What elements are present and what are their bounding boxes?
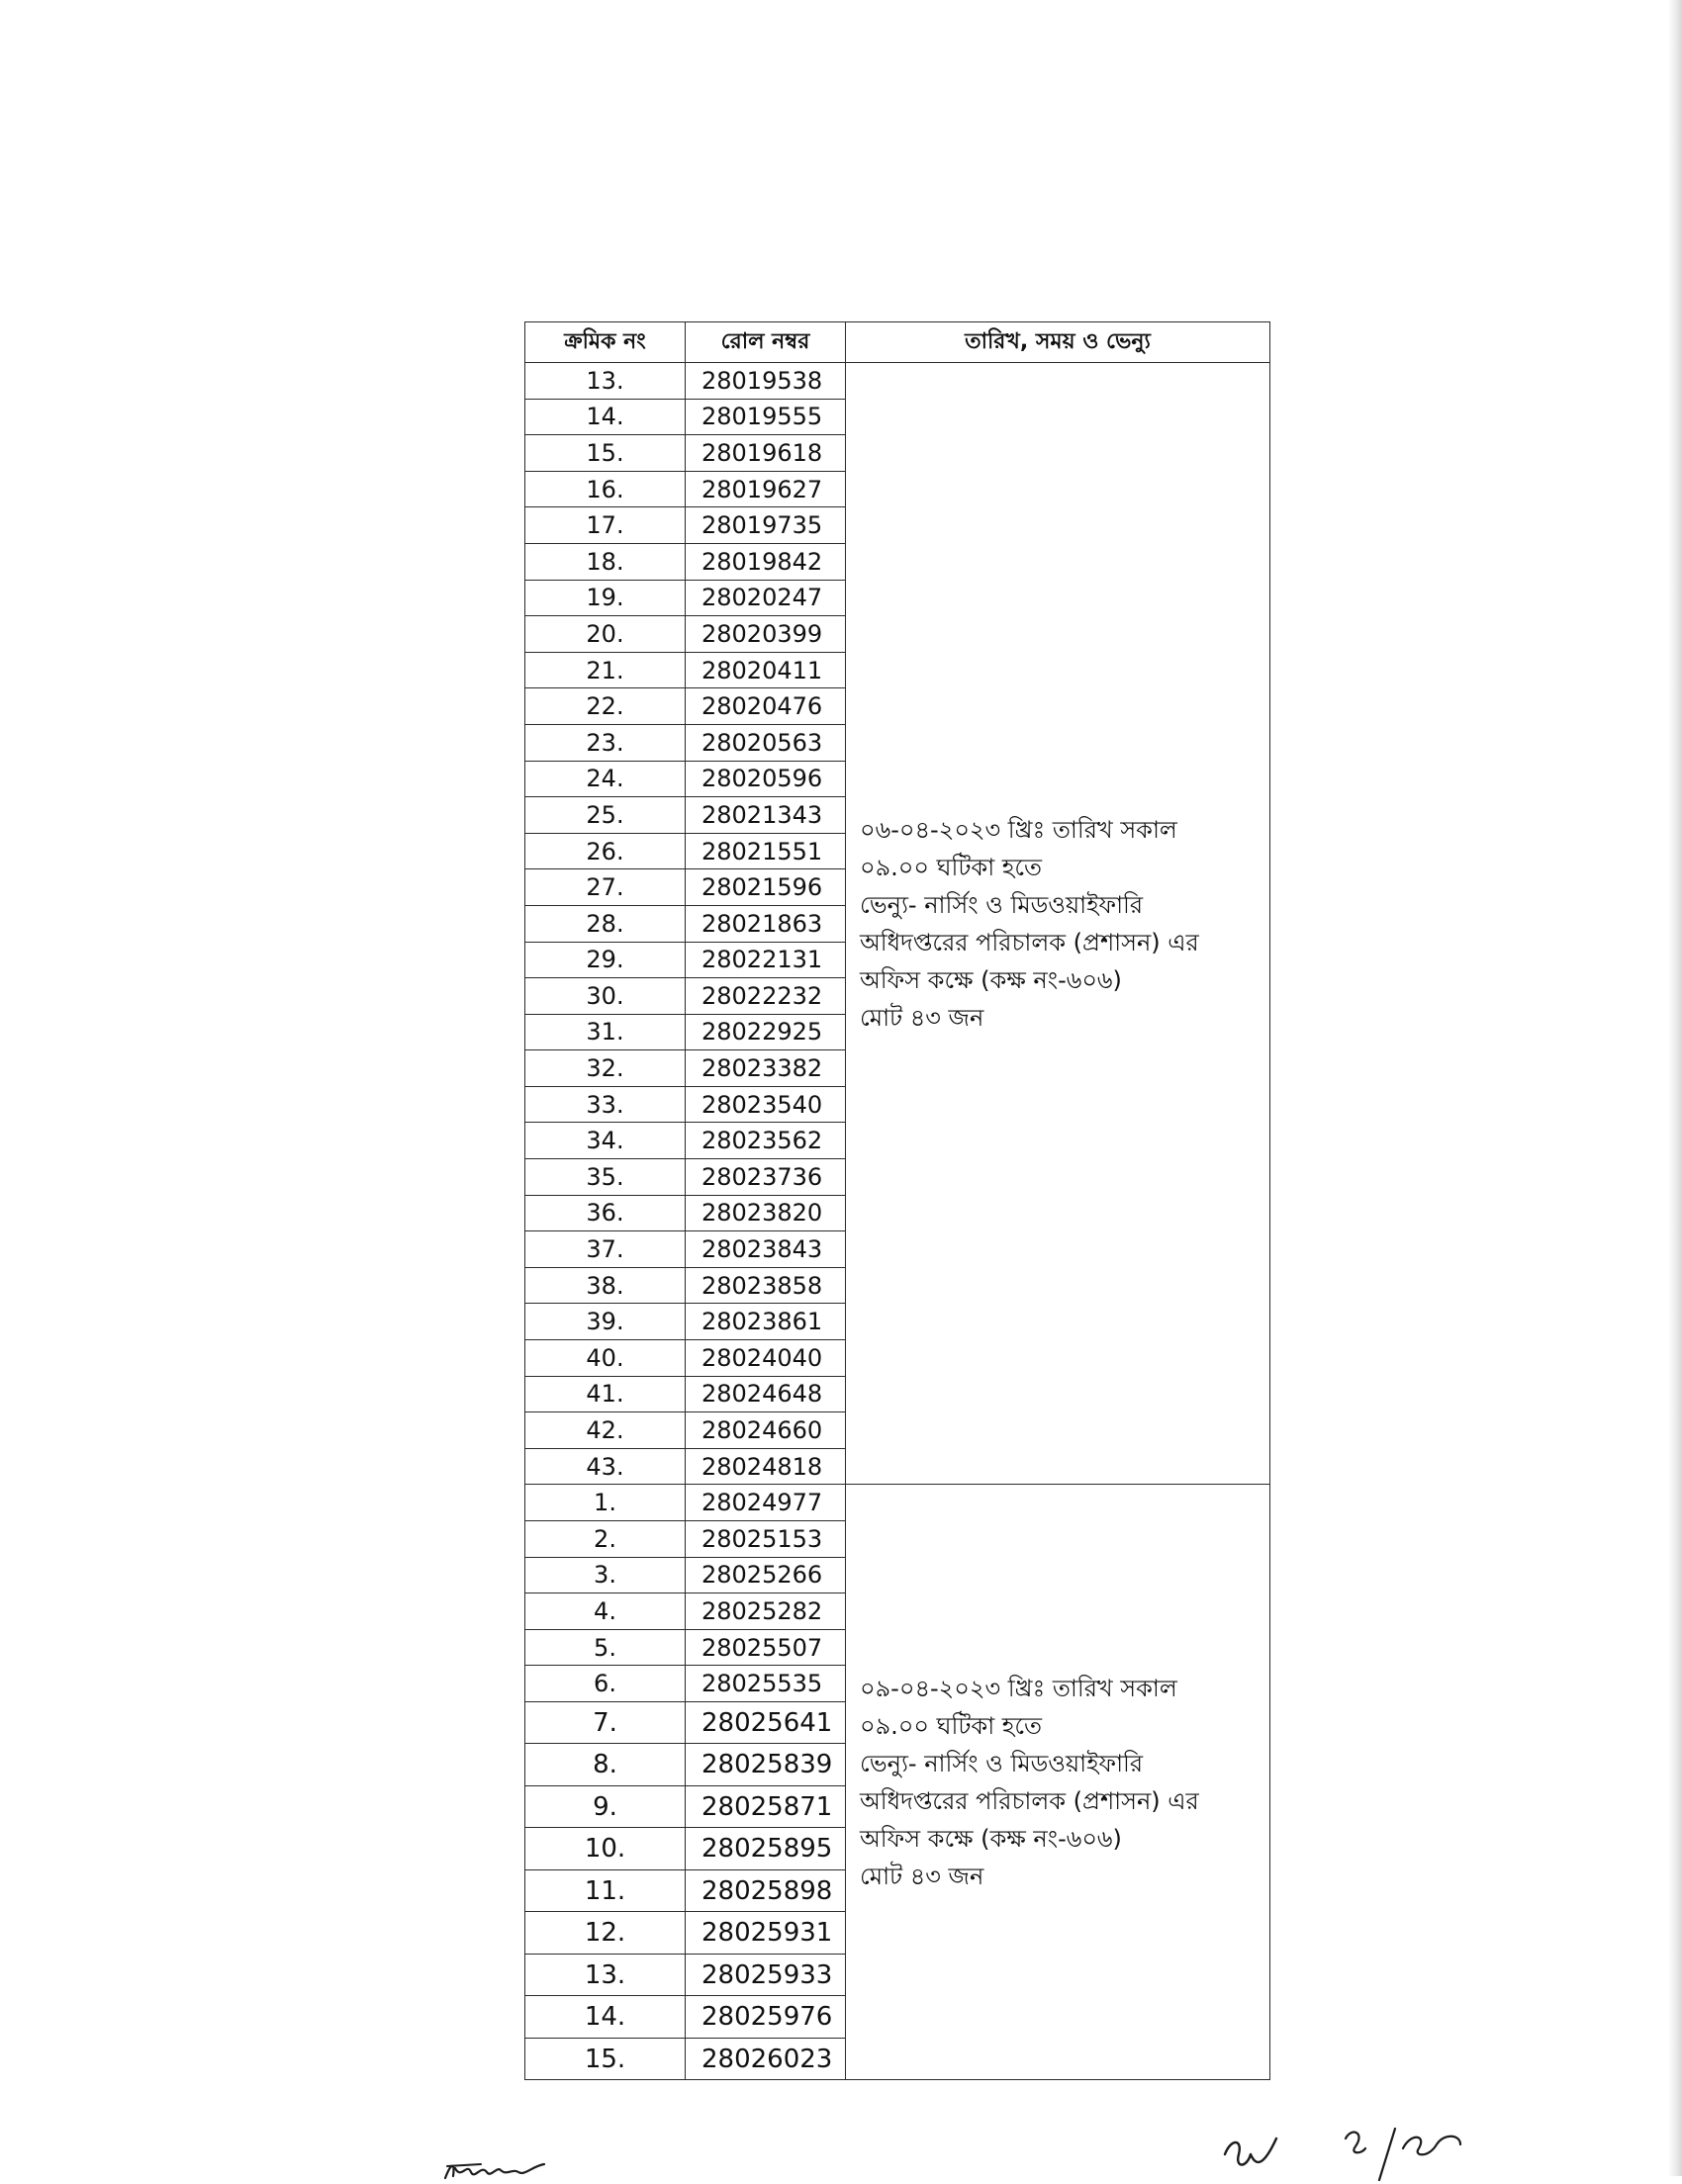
roll-cell: 28025839 [686,1744,846,1786]
serial-cell: 30. [525,978,686,1015]
venue-line: মোট ৪৩ জন [860,1003,984,1032]
serial-cell: 36. [525,1195,686,1231]
serial-cell: 1. [525,1485,686,1521]
roll-cell: 28025898 [686,1869,846,1912]
schedule-group-2 [525,1485,1270,2080]
roll-cell: 28023820 [686,1195,846,1231]
serial-cell: 24. [525,761,686,797]
roll-cell: 28025641 [686,1701,846,1744]
roll-cell: 28024977 [686,1485,846,1521]
roll-cell: 28022131 [686,942,846,978]
roll-cell: 28019735 [686,507,846,544]
exam-schedule-table [524,321,1270,2080]
roll-cell: 28021596 [686,869,846,906]
roll-cell: 28025871 [686,1785,846,1828]
roll-cell: 28023861 [686,1304,846,1340]
venue-line: অফিস কক্ষে (কক্ষ নং-৬০৬) [860,965,1122,994]
serial-cell: 43. [525,1448,686,1485]
header-roll: রোল নম্বর [686,322,846,363]
serial-cell: 16. [525,471,686,507]
serial-cell: 21. [525,652,686,688]
serial-cell: 13. [525,363,686,400]
serial-cell: 33. [525,1086,686,1123]
serial-cell: 37. [525,1231,686,1268]
venue-line: ০৯-০৪-২০২৩ খ্রিঃ তারিখ সকাল [860,1674,1177,1702]
roll-cell: 28019627 [686,471,846,507]
venue-line: ০৯.০০ ঘটিকা হতে [860,1711,1043,1740]
serial-cell: 11. [525,1869,686,1912]
roll-cell: 28019842 [686,543,846,580]
roll-cell: 28021343 [686,797,846,834]
roll-cell: 28023382 [686,1050,846,1087]
roll-cell: 28023843 [686,1231,846,1268]
serial-cell: 7. [525,1701,686,1744]
serial-cell: 15. [525,2038,686,2080]
roll-cell: 28025931 [686,1912,846,1955]
serial-cell: 9. [525,1785,686,1828]
serial-cell: 6. [525,1666,686,1702]
serial-cell: 25. [525,797,686,834]
serial-cell: 8. [525,1744,686,1786]
roll-cell: 28025507 [686,1629,846,1666]
serial-cell: 34. [525,1123,686,1159]
serial-cell: 40. [525,1340,686,1377]
roll-cell: 28020399 [686,616,846,653]
serial-cell: 18. [525,543,686,580]
signature-left [441,2158,550,2184]
roll-cell: 28025976 [686,1996,846,2039]
roll-cell: 28019538 [686,363,846,400]
roll-cell: 28025153 [686,1521,846,1558]
roll-cell: 28023562 [686,1123,846,1159]
serial-cell: 14. [525,1996,686,2039]
roll-cell: 28021551 [686,833,846,869]
roll-cell: 28022232 [686,978,846,1015]
serial-cell: 3. [525,1557,686,1593]
serial-cell: 17. [525,507,686,544]
table-row [525,1485,1270,1521]
roll-cell: 28025282 [686,1593,846,1630]
roll-cell: 28020476 [686,688,846,725]
roll-cell: 28023540 [686,1086,846,1123]
roll-cell: 28024648 [686,1376,846,1412]
serial-cell: 28. [525,905,686,942]
roll-cell: 28021863 [686,905,846,942]
page-edge-shadow [1668,0,1682,2176]
venue-line: অফিস কক্ষে (কক্ষ নং-৬০৬) [860,1824,1122,1853]
schedule-group-1 [525,363,1270,1485]
roll-cell: 28025933 [686,1954,846,1996]
roll-cell: 28023736 [686,1159,846,1196]
venue-line: অধিদপ্তরের পরিচালক (প্রশাসন) এর [860,1786,1199,1815]
serial-cell: 5. [525,1629,686,1666]
serial-cell: 26. [525,833,686,869]
serial-cell: 2. [525,1521,686,1558]
roll-cell: 28023858 [686,1267,846,1304]
serial-cell: 35. [525,1159,686,1196]
table-header [525,322,1270,363]
venue-cell [846,363,1270,1485]
serial-cell: 4. [525,1593,686,1630]
venue-line: ভেন্যু- নার্সিং ও মিডওয়াইফারি [860,890,1144,919]
serial-cell: 38. [525,1267,686,1304]
header-serial: ক্রমিক নং [525,322,686,363]
roll-cell: 28019555 [686,399,846,435]
roll-cell: 28025895 [686,1828,846,1870]
venue-line: ০৯.০০ ঘটিকা হতে [860,853,1043,881]
roll-cell: 28025266 [686,1557,846,1593]
roll-cell: 28024818 [686,1448,846,1485]
serial-cell: 41. [525,1376,686,1412]
roll-cell: 28026023 [686,2038,846,2080]
header-row [525,322,1270,363]
table-row [525,363,1270,400]
signature-right [1217,2125,1494,2184]
serial-cell: 27. [525,869,686,906]
roll-cell: 28020247 [686,580,846,616]
serial-cell: 23. [525,724,686,761]
venue-line: ০৬-০৪-২০২৩ খ্রিঃ তারিখ সকাল [860,815,1177,844]
header-venue: তারিখ, সময় ও ভেন্যু [846,322,1270,363]
venue-line: ভেন্যু- নার্সিং ও মিডওয়াইফারি [860,1749,1144,1777]
venue-line: মোট ৪৩ জন [860,1862,984,1890]
serial-cell: 22. [525,688,686,725]
roll-cell: 28024660 [686,1412,846,1449]
roll-cell: 28022925 [686,1014,846,1050]
roll-cell: 28020596 [686,761,846,797]
serial-cell: 42. [525,1412,686,1449]
venue-cell [846,1485,1270,2080]
serial-cell: 14. [525,399,686,435]
serial-cell: 20. [525,616,686,653]
roll-cell: 28025535 [686,1666,846,1702]
roll-cell: 28019618 [686,435,846,472]
serial-cell: 32. [525,1050,686,1087]
roll-cell: 28024040 [686,1340,846,1377]
venue-line: অধিদপ্তরের পরিচালক (প্রশাসন) এর [860,928,1199,956]
serial-cell: 15. [525,435,686,472]
serial-cell: 13. [525,1954,686,1996]
roll-cell: 28020563 [686,724,846,761]
serial-cell: 12. [525,1912,686,1955]
roll-cell: 28020411 [686,652,846,688]
serial-cell: 29. [525,942,686,978]
serial-cell: 39. [525,1304,686,1340]
serial-cell: 31. [525,1014,686,1050]
serial-cell: 19. [525,580,686,616]
serial-cell: 10. [525,1828,686,1870]
